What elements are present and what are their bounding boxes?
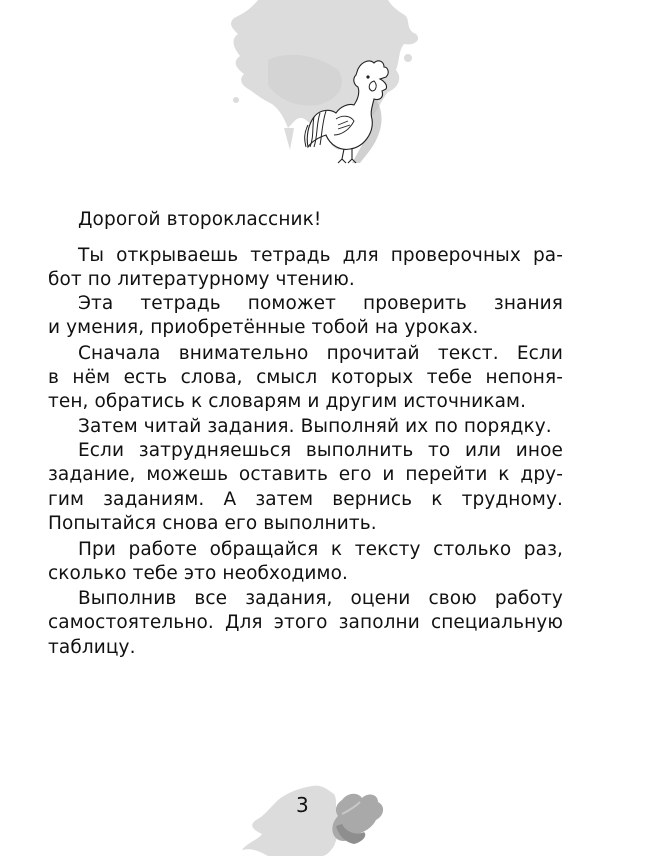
- paragraph-line: Если затрудняешься выполнить то или иное: [78, 440, 563, 461]
- paragraph-line: сколько тебе это необходимо.: [48, 563, 348, 584]
- rooster-illustration: [300, 55, 410, 165]
- paragraph-line: гим заданиям. А затем вернись к трудному.: [48, 489, 563, 510]
- paragraph-line: таблицу.: [48, 637, 136, 658]
- paragraph-line: Сначала внимательно прочитай текст. Если: [78, 343, 563, 364]
- paragraph-line: Затем читай задания. Выполняй их по порядку.: [78, 416, 552, 437]
- paragraph-line: Попытайся снова его выполнить.: [48, 513, 377, 534]
- paragraph-line: Ты открываешь тетрадь для проверочных ра-: [78, 245, 563, 266]
- paragraph-line: бот по литературному чтению.: [48, 269, 355, 290]
- bottom-ink-splash-decoration: [238, 780, 398, 856]
- page-number: 3: [296, 793, 309, 817]
- paragraph-line: Выполнив все задания, оцени свою работу: [78, 588, 563, 609]
- paragraph-line: При работе обращайся к тексту столько раз,: [78, 539, 563, 560]
- greeting-heading: Дорогой второклассник!: [78, 209, 322, 230]
- paragraph-line: задание, можешь оставить его и перейти к дру-: [48, 464, 563, 485]
- paragraph-line: и умения, приобретённые тобой на уроках.: [48, 317, 479, 338]
- paragraph-line: в нём есть слова, смысл которых тебе непоня-: [48, 367, 563, 388]
- paragraph-line: Эта тетрадь поможет проверить знания: [78, 293, 563, 314]
- paragraph-line: самостоятельно. Для этого заполни специальную: [48, 612, 563, 633]
- paragraph-line: тен, обратись к словарям и другим источникам.: [48, 391, 527, 412]
